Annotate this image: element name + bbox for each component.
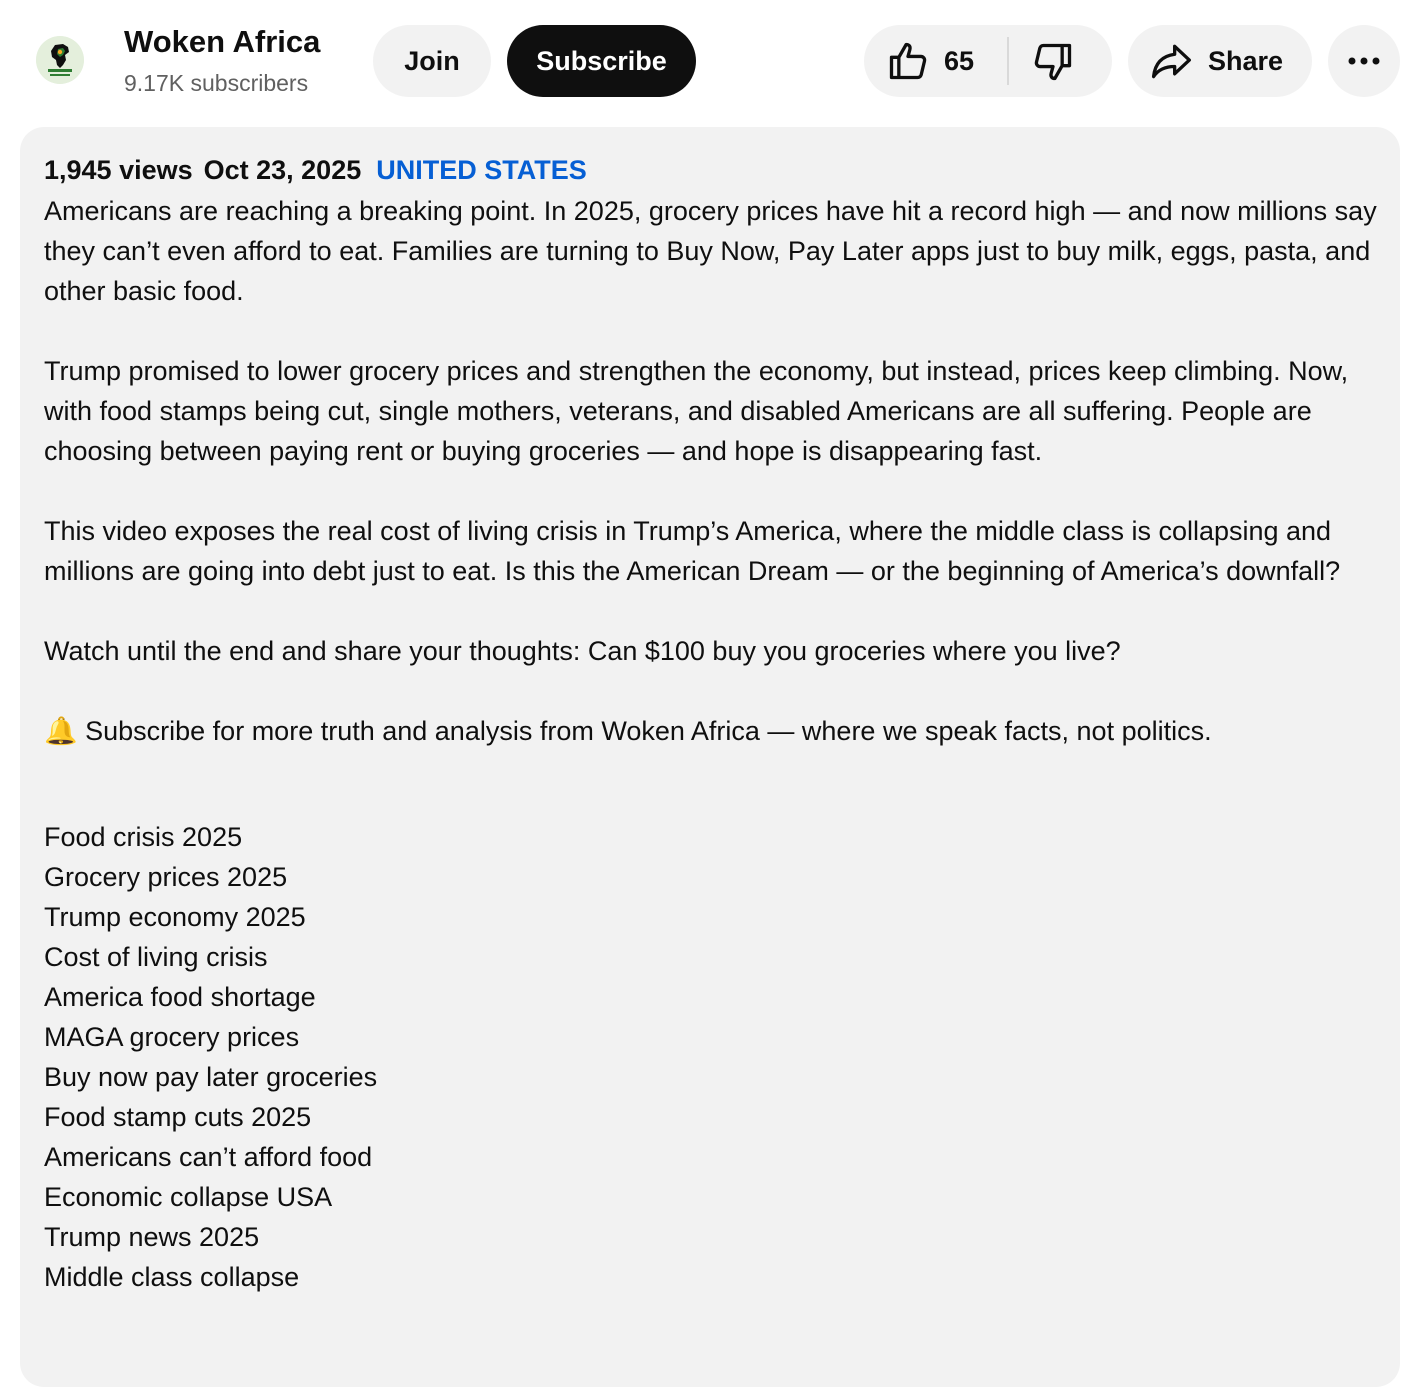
description-paragraph: Americans are reaching a breaking point. In 2025, grocery prices have hit a record high — and now millions say they can’t even afford to eat. Families are turning to Buy Now, Pay Later apps just to buy milk, eggs, pasta, and other basic food. [44, 196, 1377, 306]
share-label: Share [1208, 46, 1284, 76]
subscribe-button[interactable]: Subscribe [507, 25, 696, 97]
join-button[interactable]: Join [373, 25, 491, 97]
share-arrow-icon [1148, 39, 1194, 83]
share-button[interactable] [1128, 25, 1312, 97]
description-paragraph: This video exposes the real cost of living crisis in Trump’s America, where the middle class is collapsing and millions are going into debt just to eat. Is this the American Dream — or the beginning of America’s downfall? [44, 516, 1341, 586]
location-link[interactable]: UNITED STATES [376, 155, 587, 185]
dislike-button[interactable] [1009, 25, 1112, 97]
description-paragraph: 🔔 Subscribe for more truth and analysis from Woken Africa — where we speak facts, not politics. [44, 716, 1212, 746]
channel-name[interactable]: Woken Africa [124, 24, 321, 59]
tag-line: Americans can’t afford food [44, 1142, 373, 1172]
tag-line: Food crisis 2025 [44, 822, 243, 852]
tag-line: Economic collapse USA [44, 1182, 333, 1212]
thumbs-up-icon [886, 38, 930, 84]
more-horizontal-icon [1346, 49, 1382, 73]
tag-line: Trump news 2025 [44, 1222, 260, 1252]
video-metadata [44, 155, 598, 186]
tag-line: America food shortage [44, 982, 316, 1012]
view-count: 1,945 views [44, 155, 193, 185]
tag-line: Middle class collapse [44, 1262, 300, 1292]
like-dislike-segment [864, 25, 1112, 97]
tag-line: Trump economy 2025 [44, 902, 306, 932]
thumbs-down-icon [1031, 39, 1075, 85]
woken-africa-logo-icon [36, 36, 84, 84]
subscriber-count: 9.17K subscribers [124, 70, 309, 96]
tag-line: Buy now pay later groceries [44, 1062, 378, 1092]
channel-avatar[interactable] [36, 36, 84, 84]
like-count: 65 [944, 46, 975, 76]
tag-line: Food stamp cuts 2025 [44, 1102, 312, 1132]
description-text [44, 191, 1384, 1297]
like-button[interactable] [864, 25, 1007, 97]
video-owner-bar [0, 0, 1426, 120]
description-paragraph: Watch until the end and share your thoughts: Can $100 buy you groceries where you live? [44, 636, 1121, 666]
tag-line: Grocery prices 2025 [44, 862, 288, 892]
tag-line: Cost of living crisis [44, 942, 268, 972]
upload-date: Oct 23, 2025 [203, 155, 362, 185]
more-actions-button[interactable] [1328, 25, 1400, 97]
description-paragraph: Trump promised to lower grocery prices and strengthen the economy, but instead, prices keep climbing. Now, with food stamps being cut, single mothers, veterans, and disabled Americans are all suffering. People are choosing between paying rent or buying groceries — and hope is disappearing fast. [44, 356, 1349, 466]
tag-line: MAGA grocery prices [44, 1022, 300, 1052]
